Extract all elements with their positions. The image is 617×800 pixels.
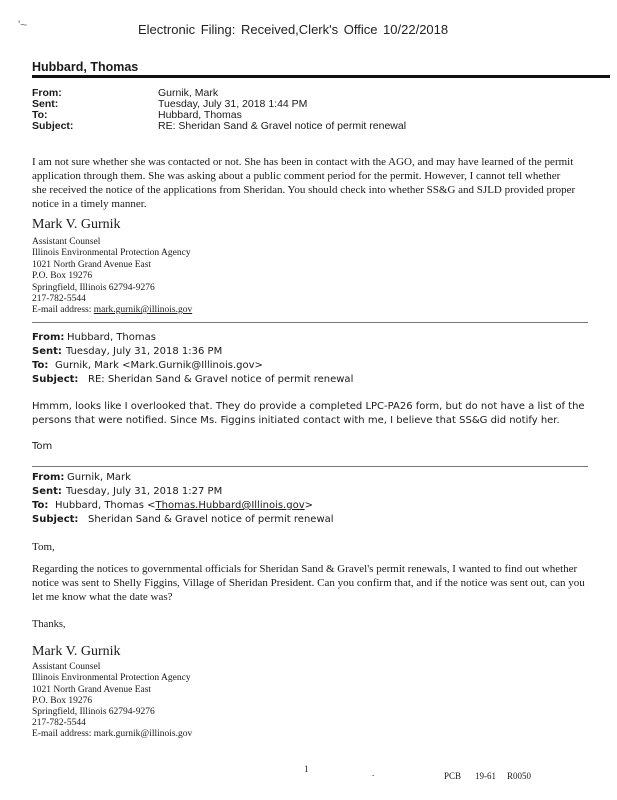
mailbox-owner: Hubbard, Thomas: [32, 60, 139, 74]
page-number: 1: [304, 764, 309, 774]
email3-body: Regarding the notices to governmental officials for Sheridan Sand & Gravel's permit renewals, I wanted to find out whether notice was sent to Shelly Figgins, Village of Sheridan President. Can you confirm that, and if the notice was sent out, can you let me know what the date was?: [32, 563, 585, 603]
scan-mark: '~: [18, 18, 28, 32]
email2-signoff: Tom: [32, 441, 53, 452]
signature1-phone: 217-782-5544: [32, 294, 86, 304]
signature2-email-line: E-mail address: mark.gurnik@illinois.gov: [32, 729, 193, 739]
email3-to-suffix: >: [304, 500, 313, 511]
signature1-address3: Springfield, Illinois 62794-9276: [32, 283, 155, 293]
email3-to-link[interactable]: Thomas.Hubbard@Illinois.gov: [155, 500, 305, 511]
email2-subject-label: Subject:: [32, 374, 79, 385]
signature1-address2: P.O. Box 19276: [32, 271, 93, 281]
email1-subject-label: Subject:: [32, 120, 74, 132]
email2-body: Hmmm, looks like I overlooked that. They do provide a completed LPC-PA26 form, but do not have a list of the persons that were notified. Since Ms. Figgins initiated contact with me, I believe that SS&G did notify her.: [32, 401, 585, 426]
email3-from-value: Gurnik, Mark: [67, 472, 131, 483]
signature1-name: Mark V. Gurnik: [32, 217, 121, 232]
email1-subject-value: RE: Sheridan Sand & Gravel notice of permit renewal: [158, 120, 407, 132]
signature2-name: Mark V. Gurnik: [32, 644, 121, 659]
email2-from-label: From:: [32, 332, 65, 343]
email2-divider: [32, 322, 588, 323]
email1-body: I am not sure whether she was contacted or not. She has been in contact with the AGO, and may have learned of the permit application through them. She was asking about a public comment period for the permit. However, I cannot tell whether she received the notice of the applications from Sheridan. You should check into whether SS&G and SJLD provided proper notice in a timely manner.: [32, 156, 576, 210]
signature1-email-link[interactable]: mark.gurnik@illinois.gov: [93, 305, 193, 315]
header-divider: [32, 75, 610, 78]
signature2-address2: P.O. Box 19276: [32, 696, 93, 706]
footer-case-number: 19-61: [475, 771, 496, 781]
email3-to-prefix: Hubbard, Thomas <: [55, 500, 156, 511]
email1-from-label: From:: [32, 87, 62, 99]
email3-closing: Thanks,: [32, 619, 66, 630]
email2-to-label: To:: [32, 360, 49, 371]
email1-sent-label: Sent:: [32, 98, 59, 110]
signature1-title: Assistant Counsel: [32, 237, 101, 247]
email3-subject-label: Subject:: [32, 514, 79, 525]
signature1-email-line: [32, 305, 192, 315]
email2-sent-value: Tuesday, July 31, 2018 1:36 PM: [66, 346, 223, 357]
email3-to-value: [55, 500, 313, 511]
email3-from-label: From:: [32, 472, 65, 483]
footer-pcb: PCB: [444, 771, 462, 781]
email1-to-label: To:: [32, 109, 48, 121]
email1-to-value: Hubbard, Thomas: [158, 109, 242, 121]
email3-greeting: Tom,: [32, 541, 55, 553]
email3-sent-label: Sent:: [32, 486, 62, 497]
email2-sent-label: Sent:: [32, 346, 62, 357]
filing-stamp: Electronic Filing: Received,Clerk's Office 10/22/2018: [138, 22, 449, 37]
signature2-phone: 217-782-5544: [32, 718, 86, 728]
footer-dot: .: [372, 768, 375, 778]
email2-subject-value: RE: Sheridan Sand & Gravel notice of permit renewal: [88, 374, 354, 385]
email1-sent-value: Tuesday, July 31, 2018 1:44 PM: [158, 98, 308, 110]
signature1-email-label: E-mail address:: [32, 305, 92, 315]
signature1-address1: 1021 North Grand Avenue East: [32, 260, 152, 270]
email1-from-value: Gurnik, Mark: [158, 87, 219, 99]
signature2-address1: 1021 North Grand Avenue East: [32, 685, 152, 695]
signature2-address3: Springfield, Illinois 62794-9276: [32, 707, 155, 717]
email3-sent-value: Tuesday, July 31, 2018 1:27 PM: [66, 486, 223, 497]
email3-to-label: To:: [32, 500, 49, 511]
signature1-agency: Illinois Environmental Protection Agency: [32, 248, 191, 258]
email2-from-value: Hubbard, Thomas: [67, 332, 156, 343]
email3-divider: [32, 466, 588, 467]
signature2-agency: Illinois Environmental Protection Agency: [32, 673, 191, 683]
email3-subject-value: Sheridan Sand & Gravel notice of permit renewal: [88, 514, 334, 525]
footer-bates-number: R0050: [507, 771, 532, 781]
signature2-title: Assistant Counsel: [32, 662, 101, 672]
email2-to-value: Gurnik, Mark <Mark.Gurnik@Illinois.gov>: [55, 360, 263, 371]
